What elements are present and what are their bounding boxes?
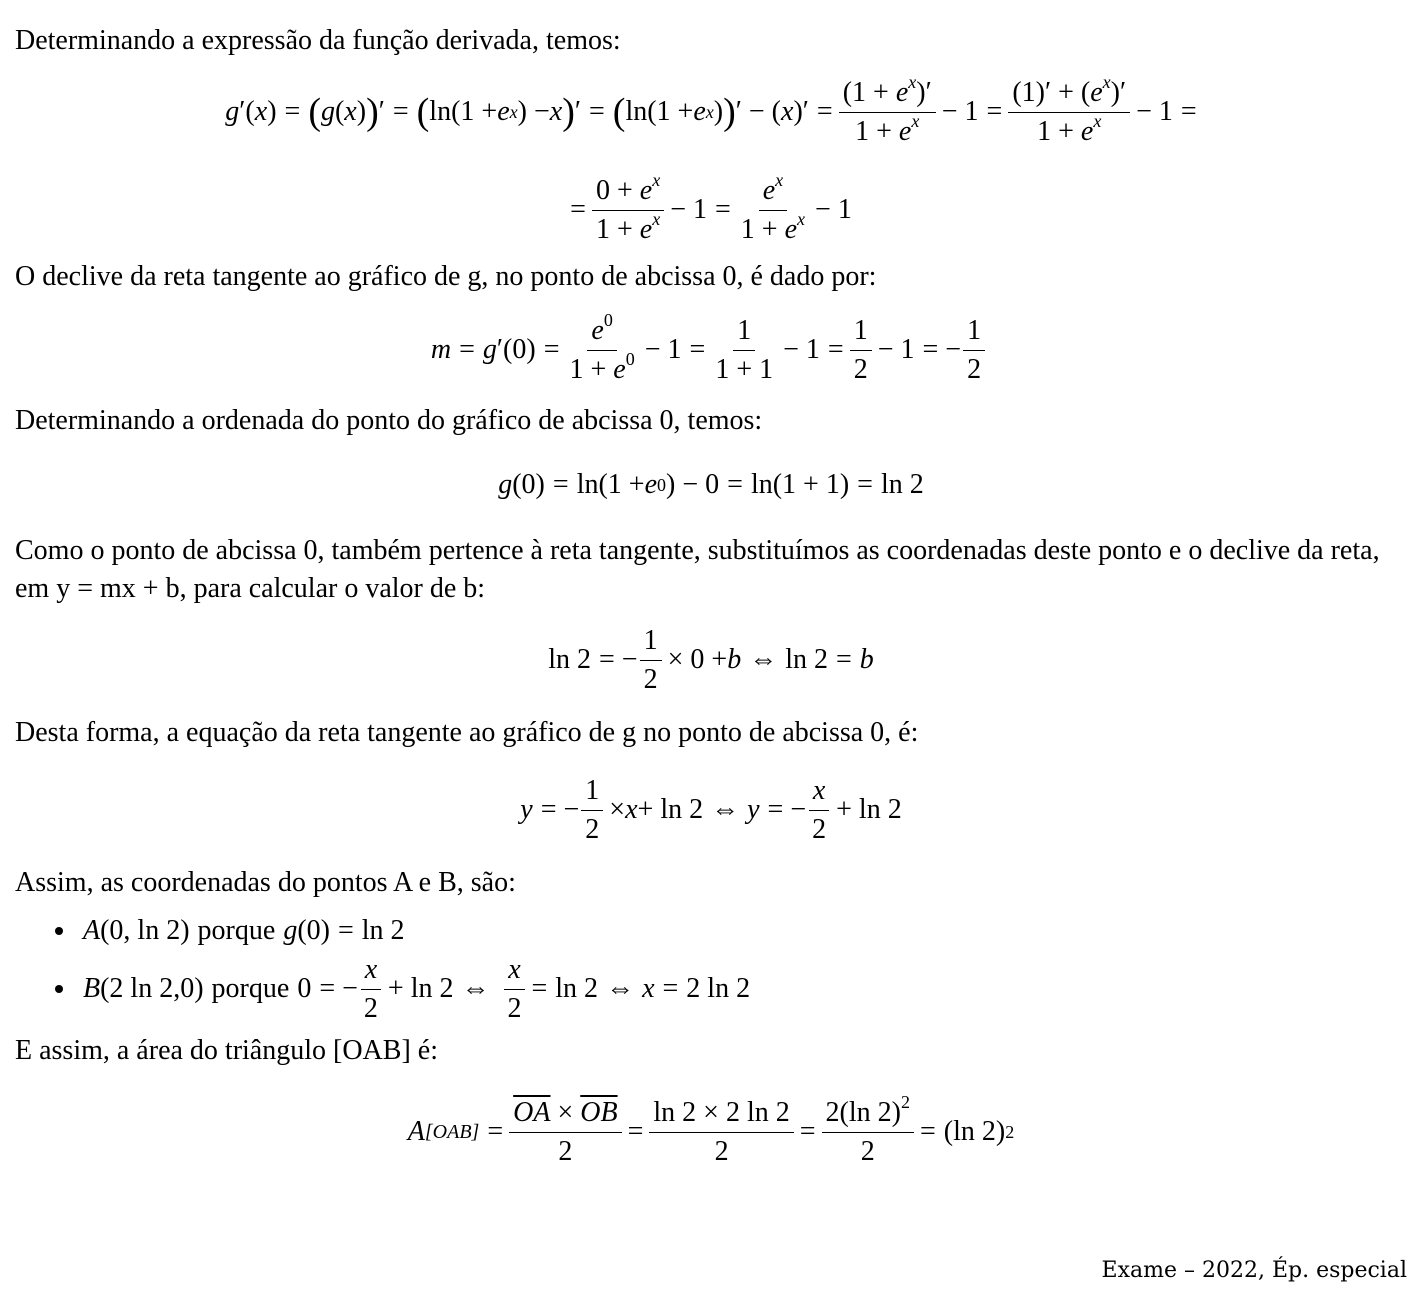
equation-ordinate: g (0) = ln(1 + e 0 ) − 0 = ln(1 + 1) = ln 2: [498, 469, 924, 500]
equation-derivative-line-2: = $\frac{0 + e^x}{1 + e^x}$ − 1 = $\frac{e^x}{1 + e^x}$ − 1: [570, 169, 852, 245]
text-p1: Determinando a expressão da função derivada, temos:: [15, 25, 621, 56]
paragraph-substitution-intro: [15, 532, 1407, 608]
text-p2: O declive da reta tangente ao gráfico de g, no ponto de abcissa 0, é dado por:: [15, 261, 877, 292]
paragraph-slope-intro: [15, 258, 1407, 296]
source-citation: [1102, 1258, 1407, 1283]
equation-derivative-line-1: g ′( x ) = ( g ( x ) ) ′ = ( ln(1 + e x ) − x ) ′ = ( ln(1 + e x ) ) ′ − ( x )′ = $\frac{(1 + e^x)'}{1 + e^x}$ − 1 = $\frac{(1)' + (e^x)'}{1 + e^x}$ − 1 =: [225, 71, 1197, 147]
paragraph-derivative-intro: [15, 22, 1407, 60]
list-item-point-b: B (2 ln 2,0) porque 0 = − $\frac{x}{2}$ + ln 2 ⇔ $\frac{x}{2}$ = ln 2 ⇔ x = 2 ln 2: [15, 952, 1407, 1026]
paragraph-ordinate-intro: [15, 402, 1407, 440]
bullet-dot: [55, 927, 63, 935]
equation-derivative: [15, 71, 1407, 248]
equation-area: A [OAB] = $\frac{\overline{OA} \times \overline{OB}}{2}$ = $\frac{\ln 2 \times 2 \ln 2}{2}$ = $\frac{2(\ln 2)^2}{2}$ = (ln 2) 2: [407, 1091, 1015, 1167]
equation-tangent-line: y = − $\frac{1}{2}$ × x + ln 2 ⇔ y = − $\frac{x}{2}$ + ln 2: [520, 774, 902, 845]
paragraph-tangent-intro: [15, 714, 1407, 752]
text-p6: Assim, as coordenadas do pontos A e B, são:: [15, 867, 516, 898]
equation-slope: m = g ′(0) = $\frac{e^0}{1 + e^0}$ − 1 = $\frac{1}{1 + 1}$ − 1 = $\frac{1}{2}$ − 1 = − $\frac{1}{2}$: [15, 310, 1407, 390]
equation-intercept: ln 2 = − $\frac{1}{2}$ × 0 + b ⇔ ln 2 = b: [548, 624, 874, 695]
text-p4: Como o ponto de abcissa 0, também pertence à reta tangente, substituímos as coordenadas deste ponto e o declive da reta, em y = mx + b, para calcular o valor de b:: [15, 535, 1380, 604]
source-text: Exame – 2022, Ép. especial: [1101, 1258, 1407, 1283]
paragraph-points-intro: [15, 864, 1407, 902]
list-item-point-a: A (0, ln 2) porque g (0) = ln 2: [15, 910, 1407, 952]
bullet-dot: [55, 985, 63, 993]
text-p7: E assim, a área do triângulo [OAB] é:: [15, 1035, 438, 1066]
paragraph-area-intro: [15, 1032, 1407, 1070]
text-p5: Desta forma, a equação da reta tangente ao gráfico de g no ponto de abcissa 0, é:: [15, 717, 919, 748]
points-list: [15, 910, 1407, 1026]
text-p3: Determinando a ordenada do ponto do gráfico de abcissa 0, temos:: [15, 405, 763, 436]
document-page: [15, 22, 1407, 1283]
